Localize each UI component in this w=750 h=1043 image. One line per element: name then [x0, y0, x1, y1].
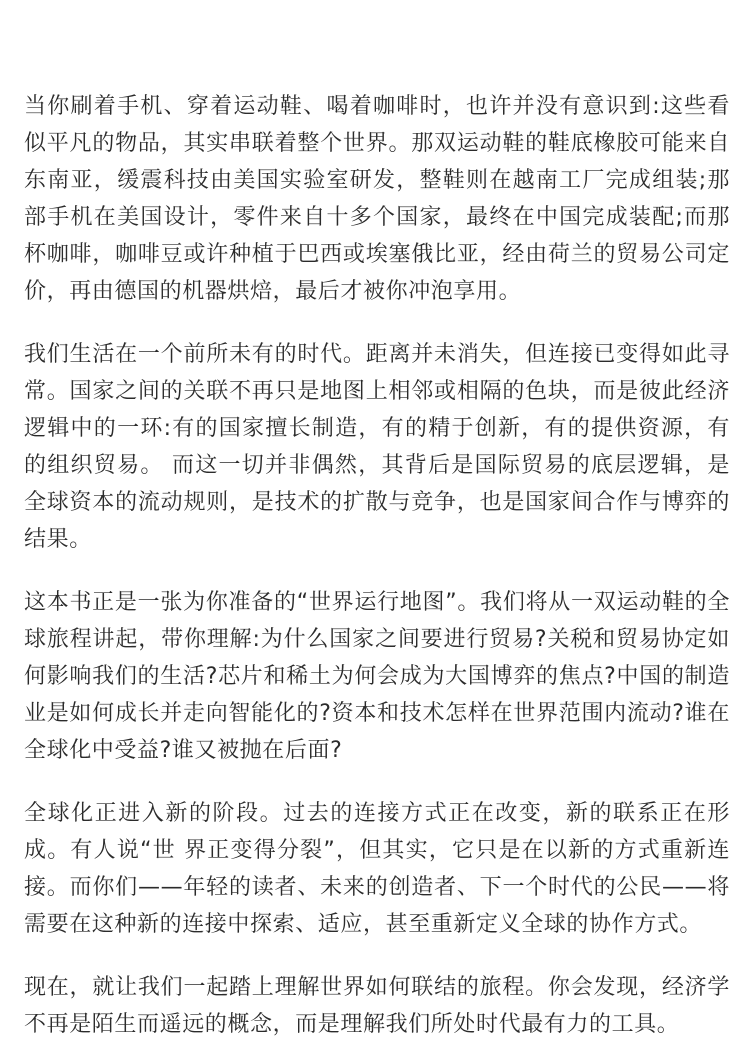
paragraph-4: 全球化正进入新的阶段。过去的连接方式正在改变，新的联系正在形成。有人说“世 界正变得分裂”，但其实，它只是在以新的方式重新连接。而你们——年轻的读者、未来的创造者、下一个时代的公民——将需要在这种新的连接中探索、适应，甚至重新定义全球的协作方式。 — [24, 801, 730, 937]
paragraph-1: 当你刷着手机、穿着运动鞋、喝着咖啡时，也许并没有意识到:这些看似平凡的物品，其实串联着整个世界。那双运动鞋的鞋底橡胶可能来自东南亚，缓震科技由美国实验室研发，整鞋则在越南工厂完成组装;那部手机在美国设计，零件来自十多个国家，最终在中国完成装配;而那杯咖啡，咖啡豆或许种植于巴西或埃塞俄比亚，经由荷兰的贸易公司定价，再由德国的机器烘焙，最后才被你冲泡享用。 — [24, 94, 730, 304]
paragraph-5: 现在，就让我们一起踏上理解世界如何联结的旅程。你会发现，经济学不再是陌生而遥远的概念，而是理解我们所处时代最有力的工具。 — [24, 975, 730, 1037]
paragraph-2: 我们生活在一个前所未有的时代。距离并未消失，但连接已变得如此寻常。国家之间的关联不再只是地图上相邻或相隔的色块，而是彼此经济逻辑中的一环:有的国家擅长制造，有的精于创新，有的提供资源，有的组织贸易。 而这一切并非偶然，其背后是国际贸易的底层逻辑，是全球资本的流动规则，是技术的扩散与竞争，也是国家间合作与博弈的结果。 — [24, 342, 730, 552]
paragraph-3: 这本书正是一张为你准备的“世界运行地图”。我们将从一双运动鞋的全球旅程讲起，带你理解:为什么国家之间要进行贸易?关税和贸易协定如何影响我们的生活?芯片和稀土为何会成为大国博弈的焦点?中国的制造业是如何成长并走向智能化的?资本和技术怎样在世界范围内流动?谁在全球化中受益?谁又被抛在后面? — [24, 590, 730, 763]
